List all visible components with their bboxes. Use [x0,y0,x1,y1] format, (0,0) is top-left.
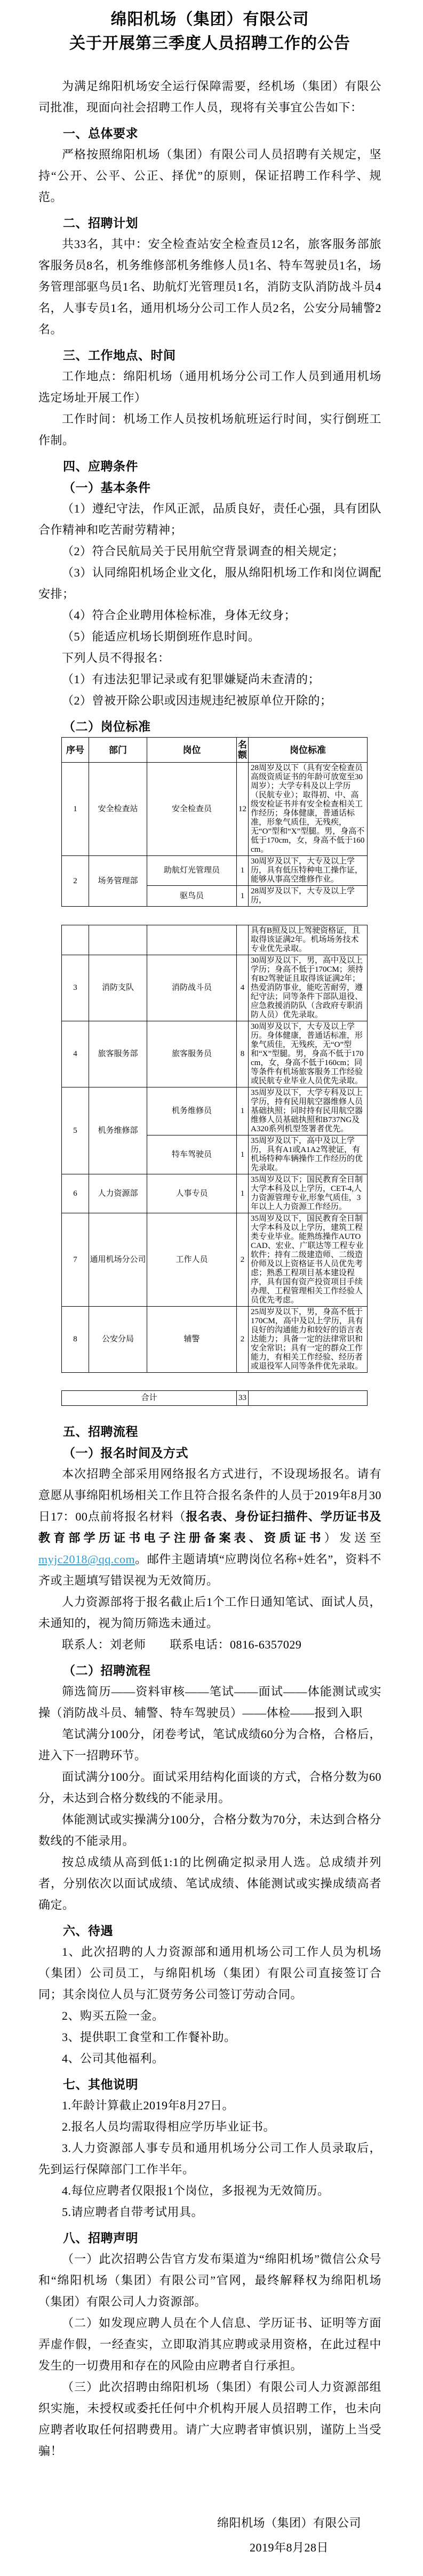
cell-post: 消防战斗员 [147,955,237,1021]
basic-condition-item: （1）遵纪守法，作风正派，品质良好，责任心强，具有团队合作精神和吃苦耐劳精神； [38,502,381,537]
no-apply-item: （2）曾被开除公职或因违规违纪被原单位开除的； [62,694,332,707]
table-total-gap [38,1373,381,1390]
table-row-3 [62,955,368,1021]
cell-post: 工作人员 [147,1213,237,1307]
cell-quota: 1 [237,856,249,886]
col-header-standard: 岗位标准 [249,738,368,763]
cell-post: 辅警 [147,1307,237,1373]
cell-total-label: 合计 [62,1391,237,1406]
signature-block [217,2511,361,2560]
table-row-2a [62,856,368,886]
cell-total-standard [249,1391,368,1406]
doc-title-line1: 绵阳机场（集团）有限公司 [110,11,309,28]
heading-post-standard: （二）岗位标准 [63,719,151,733]
cell-quota: 1 [237,886,249,907]
contact-line: 联系人：刘老师 联系电话：0816-6357029 [62,1638,302,1651]
cell-quota: 1 [237,1087,249,1135]
cell-post: 特车驾驶员 [147,1135,237,1174]
doc-title-line2: 关于开展第三季度人员招聘工作的公告 [69,35,350,52]
signature-company: 绵阳机场（集团）有限公司 [217,2516,361,2530]
cell-standard: 25周岁及以下，男，身高不低于170CM，高中及以上学历，具有良好的沟通能力和较好的语言表达能力；具备一定的法律常识和安全常识；具有一定的群众工作能力，有相关工作经验、经历者或退役军人同等条件优先录取。 [249,1307,368,1373]
statement-item: （三）此次招聘由绵阳机场（集团）有限公司人力资源部组织实施，未授权或委托任何中介机构开展人员招聘工作，也未向应聘者收取任何招聘费用。请广大应聘者审慎识别，谨防上当受骗！ [38,2380,381,2458]
cell-standard: 35周岁及以下，高中及以上学历，具有A1或A1A2驾驶证，有机场特种车辆操作工作经历的优先录取。 [249,1135,368,1174]
cell-no: 3 [62,955,89,1021]
cell-standard: 30周岁及以下，大专及以上学历，具有低压特种电工操作证，能够从事高空维修作业。 [249,856,368,886]
table-total-row [62,1391,368,1406]
cell-quota: 2 [237,1213,249,1307]
cell-total-quota: 33 [237,1391,249,1406]
treatment-item: 2、购买五险一金。 [62,2009,164,2022]
treatment-item: 3、提供职工食堂和工作餐补助。 [62,2030,236,2044]
cell-no: 4 [62,1021,89,1087]
no-apply-title: 下列人员不得报名： [62,651,170,665]
paragraph-recruit-plan: 共33名，其中：安全检查站安全检查员12名，旅客服务部旅客服务员8名，机务维修部机务维修人员1名、特车驾驶员1名，场务管理部驱鸟员1名、助航灯光管理员1名，消防支队消防战斗员4名，人事专员1名，通用机场分公司工作人员2名，公安分局辅警2名。 [38,237,381,336]
apply-text-post: 。邮件主题请填“应聘岗位名称+姓名”，资料不齐或主题填写错误视为无效简历。 [38,1553,381,1587]
other-note-item: 1.年龄计算截止2019年8月27日。 [62,2099,235,2112]
cell-standard: 35周岁及以下，国民教育全日制大学本科及以上学历，建筑工程类专业毕业。能熟练操作AUTO CAD、宏业、广联达等工程专业软件；持有二级建造师、二级造价师及以上资格证书人员优先考虑；熟悉工程项目基本建设程序，具有国有资产投资项目手续办理、工程管理相关工作经验人员优先考虑。 [249,1213,368,1307]
col-header-no: 序号 [62,738,89,763]
cell-standard: 具有B照及以上驾驶资格证，且取得该证满2年。机场场务技术专业优先录取。 [249,925,368,955]
paragraph-interview: 面试满分100分。面试采用结构化面谈的方式，合格分数为60分，未达到合格分数线的不能录用。 [38,1770,381,1805]
apply-text-pre: 本次招聘全部采用网络报名方式进行，不设现场报名。请有意愿从事绵阳机场相关工作且符合报名条件的人员于2019年8月30日17：00点前将报名材料（ [38,1467,382,1523]
cell-standard: 30周岁及以下，大专及以上学历。身体健康，普通话标准，形象气质佳，无残疾，无“O”型和“X”型腿。男，身高不低于170cm，女，身高不低于160cm；同等条件有机场旅客服务工作经验或民航专业毕业人员优先录取。 [249,1021,368,1087]
cell-post: 机务维修员 [147,1087,237,1135]
other-note-item: 3.人力资源部人事专员和通用机场分公司工作人员录取后，先到运行保障部门工作半年。 [38,2141,381,2176]
no-apply-item: （1）有违法犯罪记录或有犯罪嫌疑尚未查清的； [62,673,321,686]
paragraph-written-exam: 笔试满分100分，闭卷考试，笔试成绩60分为合格，合格后，进入下一招聘环节。 [38,1727,381,1762]
paragraph-flow-chain: 筛选简历——资料审核——笔试——面试——体能测试或实操（消防战斗员、辅警、特车驾驶员）——体检——报到入职 [38,1685,381,1719]
col-header-dept: 部门 [89,738,147,763]
statement-item: （二）如发现应聘人员在个人信息、学历证书、证明等方面弄虚作假，一经查实，立即取消其应聘或录用资格，在此过程中发生的一切费用和存在的风险由应聘者自行承担。 [38,2316,381,2372]
cell-post: 驱鸟员 [147,886,237,907]
cell-standard: 35周岁及以下，大学专科及以上学历，持有民用航空器维修人员基础执照；同时持有民用航空器维修人员基础执照和B737NG及A320系列机型签署者优先。 [249,1087,368,1135]
heading-basic-conditions: （一）基本条件 [63,481,151,494]
table-row-4 [62,1021,368,1087]
paragraph-work-time: 工作时间：机场工作人员按机场航班运行时间，实行倒班工作制。 [38,412,381,447]
cell-post [147,925,237,955]
col-header-quota: 名额 [237,738,249,763]
paragraph-work-place: 工作地点：绵阳机场（通用机场分公司工作人员到通用机场选定场址开展工作） [38,370,381,404]
paragraph-physical-test: 体能测试或实操满分100分，合格分数为70分，未达到合格分数线的不能录用。 [38,1813,381,1847]
paragraph-ranking-rule: 按总成绩从高到低1:1的比例确定拟录用人选。总成绩并列者，分别依次以面试成绩、笔试成绩、体能测试或实操成绩高者确定。 [38,1855,381,1911]
heading-treatment: 六、待遇 [63,1924,113,1938]
paragraph-notify: 人力资源部将于报名截止后1个工作日通知笔试、面试人员，未通知的，视为简历筛选未通过。 [38,1595,381,1630]
table-row-5a [62,1087,368,1135]
cell-dept: 旅客服务部 [89,1021,147,1087]
cell-dept: 人力资源部 [89,1174,147,1213]
col-header-post: 岗位 [147,738,237,763]
heading-other-notes: 七、其他说明 [63,2077,138,2091]
cell-no: 8 [62,1307,89,1373]
job-table-total [61,1390,368,1406]
heading-work-place-time: 三、工作地点、时间 [63,348,176,362]
cell-no: 6 [62,1174,89,1213]
cell-dept: 场务管理部 [89,856,147,907]
basic-condition-item: （2）符合民航局关于民用航空背景调查的相关规定； [62,545,345,558]
signature-date: 2019年8月28日 [249,2541,329,2554]
treatment-item: 4、公司其他福利。 [62,2052,164,2065]
title-spacer [38,55,381,76]
cell-post: 旅客服务员 [147,1021,237,1087]
table-row-continuation [62,925,368,955]
cell-dept: 机务维修部 [89,1087,147,1174]
table-row-8 [62,1307,368,1373]
cell-no: 7 [62,1213,89,1307]
cell-standard: 35周岁及以下；国民教育全日制大学本科及以上学历，CET-4,人力资源管理专业,形象气质佳，3年以上人力资源工作经历。 [249,1174,368,1213]
job-table-block2 [61,925,368,1373]
treatment-item: 1、此次招聘的人力资源部和通用机场公司工作人员为机场（集团）公司员工，与绵阳机场（集团）有限公司直接签订合同；其余岗位人员与汇贤劳务公司签订劳动合同。 [38,1945,381,2001]
other-note-item: 5.请应聘者自带考试用具。 [62,2205,204,2219]
cell-quota: 2 [237,1307,249,1373]
cell-quota: 1 [237,1135,249,1174]
cell-quota [237,925,249,955]
apply-materials-bold: 报名表、身份证扫描件、学历证书及教育部学历证书电子注册备案表、资质证书 [38,1510,381,1545]
cell-dept: 公安分局 [89,1307,147,1373]
heading-apply-conditions: 四、应聘条件 [63,459,138,473]
cell-post: 助航灯光管理员 [147,856,237,886]
cell-standard: 30周岁及以下，男，高中及以上学历；身高不低于170CM；须持有B2驾驶证且取得该证满2年；热爱消防事业，能吃苦耐劳，遵纪守法；同等条件下部队退役、应急救援消防队（含政府专职消防人员）优先录取。 [249,955,368,1021]
cell-post: 安全检查员 [147,763,237,856]
job-table-block1 [61,737,368,907]
table-row-1 [62,763,368,856]
table-header-row [62,738,368,763]
paragraph-overall-requirements: 严格按照绵阳机场（集团）有限公司人员招聘有关规定，坚持“公开、公平、公正、择优”的原则，保证招聘工作科学、规范。 [38,148,382,204]
heading-recruit-process: 五、招聘流程 [63,1425,138,1438]
basic-condition-item: （4）符合企业聘用体检标准，身体无纹身； [62,609,297,622]
cell-dept: 消防支队 [89,955,147,1021]
heading-apply-time-method: （一）报名时间及方式 [63,1446,188,1460]
cell-no [62,925,89,955]
cell-standard: 28周岁及以下，大专及以上学历， [249,886,368,907]
other-note-item: 2.报名人员均需取得相应学历毕业证书。 [62,2120,276,2133]
cell-dept [89,925,147,955]
cell-post: 人事专员 [147,1174,237,1213]
page-break-gap [38,907,381,925]
apply-email-link[interactable]: myjc2018@qq.com [38,1553,135,1566]
cell-no: 1 [62,763,89,856]
basic-condition-item: （3）认同绵阳机场企业文化，服从绵阳机场工作和岗位调配安排； [38,566,381,601]
cell-no: 5 [62,1087,89,1174]
heading-recruit-statement: 八、招聘声明 [63,2231,138,2245]
table-row-6 [62,1174,368,1213]
statement-item: （一）此次招聘公告官方发布渠道为“绵阳机场”微信公众号和“绵阳机场（集团）有限公司”官网，最终解释权为绵阳机场（集团）有限公司人力资源部。 [38,2252,381,2308]
cell-quota: 4 [237,955,249,1021]
cell-quota: 1 [237,1174,249,1213]
heading-recruit-plan: 二、招聘计划 [63,216,138,230]
paragraph-apply-method [38,1463,381,1591]
heading-overall-requirements: 一、总体要求 [63,126,138,140]
cell-no: 2 [62,856,89,907]
cell-quota: 12 [237,763,249,856]
cell-dept: 通用机场分公司 [89,1213,147,1307]
paragraph-intro: 为满足绵阳机场安全运行保障需要，经机场（集团）有限公司批准，现面向社会招聘工作人员，现将有关事宜公告如下： [38,79,381,114]
basic-condition-item: （5）能适应机场长期倒班作息时间。 [62,630,260,643]
table-row-7 [62,1213,368,1307]
apply-text-mid: ）发送至 [324,1531,381,1545]
cell-standard: 28周岁及以下（具有安全检查员高级资质证书的年龄可放宽至30周岁）；大学专科及以上学历（民航专业）；取得初、中、高级安检证书并有安全检查相关工作经历；身体健康，普通话标准，形象气质佳，无残疾，无“O”型和“X”型腿。男，身高不低于170cm，女，身高不低于160cm。 [249,763,368,856]
cell-quota: 8 [237,1021,249,1087]
doc-title [38,7,381,55]
cell-dept: 安全检查站 [89,763,147,856]
heading-process-flow: （二）招聘流程 [63,1663,151,1677]
other-note-item: 4.每位应聘者仅限报1个岗位，多报视为无效简历。 [62,2184,330,2197]
